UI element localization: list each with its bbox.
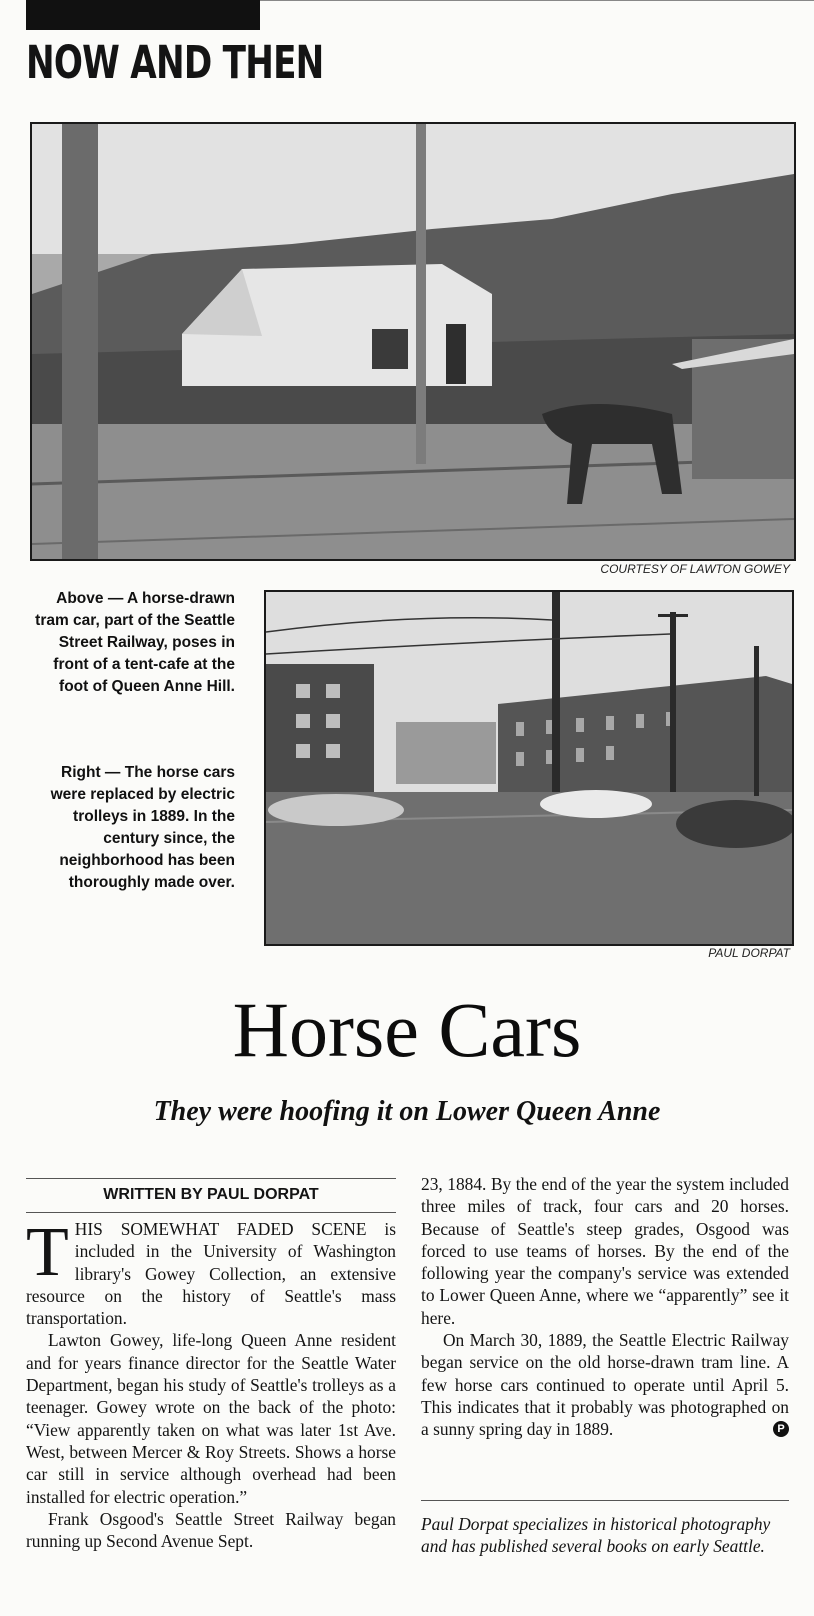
historic-horse-tram-photo — [30, 122, 796, 561]
author-bio: Paul Dorpat specializes in historical photography and has published several books on early Seattle. — [421, 1514, 771, 1557]
photo-credit-top: COURTESY OF LAWTON GOWEY — [600, 562, 790, 576]
article-paragraph — [421, 1329, 789, 1440]
article-paragraph: Frank Osgood's Seattle Street Railway began running up Second Avenue Sept. — [26, 1508, 396, 1552]
article-paragraph: Lawton Gowey, life-long Queen Anne resident and for years finance director for the Seattle Water Department, began his study of Seattle's trolleys as a teenager. Gowey wrote on the back of the photo: “View apparently taken on what was later 1st Ave. West, between Mercer & Roy Streets. Shows a horse car still in service although overhead had been installed for electric operation.” — [26, 1330, 396, 1507]
paragraph-text: HIS SOMEWHAT FADED SCENE is included in the University of Washington library's Gowey Collection, an extensive resource on the history of Seattle's mass transportation. — [26, 1219, 396, 1329]
article-headline: Horse Cars — [232, 986, 582, 1073]
photo-caption-right: Right — The horse cars were replaced by electric trolleys in 1889. In the century since, the neighborhood has been thoroughly made over. — [50, 764, 235, 891]
modern-street-photo — [264, 590, 794, 946]
photo-caption-above: Above — A horse-drawn tram car, part of the Seattle Street Railway, poses in front of a tent-cafe at the foot of Queen Anne Hill. — [35, 590, 235, 695]
section-title: NOW AND THEN — [26, 36, 324, 89]
end-mark-icon: P — [773, 1421, 789, 1437]
article-paragraph — [26, 1214, 396, 1329]
article-column-left — [26, 1214, 396, 1552]
drop-cap: T — [26, 1214, 69, 1291]
header-bar — [26, 0, 260, 30]
article-paragraph: 23, 1884. By the end of the year the system included three miles of track, four cars and 20 horses. Because of Seattle's steep grades, Osgood was forced to use teams of horses. By the end of the following year the company's service was extended to Lower Queen Anne, where we “apparently” see it here. — [421, 1174, 789, 1328]
paragraph-text: On March 30, 1889, the Seattle Electric Railway began service on the old horse-drawn tram line. A few horse cars continued to operate until April 5. This indicates that it probably was photographed on a sunny spring day in 1889. — [421, 1330, 789, 1440]
byline-rule-top — [26, 1178, 396, 1179]
modern-street-photo-icon — [266, 592, 792, 944]
historic-horse-tram-photo-icon — [32, 124, 794, 559]
byline: WRITTEN BY PAUL DORPAT — [103, 1186, 319, 1203]
bio-rule — [421, 1500, 789, 1501]
photo-credit-right: PAUL DORPAT — [708, 946, 790, 960]
article-deck: They were hoofing it on Lower Queen Anne — [153, 1096, 661, 1127]
article-column-right — [421, 1173, 789, 1441]
byline-rule-bottom — [26, 1212, 396, 1213]
header-rule — [260, 0, 814, 1]
